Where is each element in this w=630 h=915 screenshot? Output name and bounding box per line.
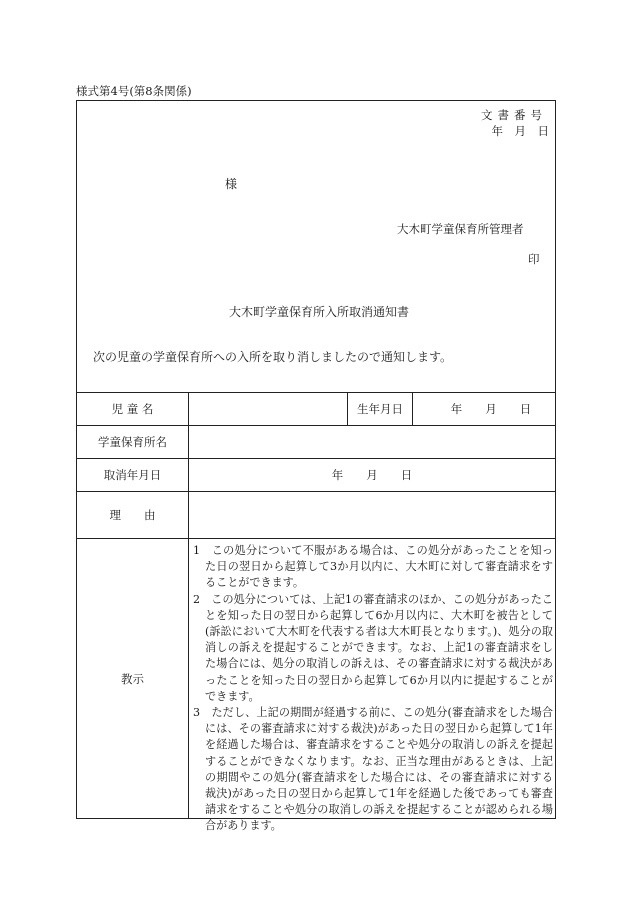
birth-label-divider bbox=[412, 392, 413, 425]
seal-mark: 印 bbox=[528, 252, 540, 266]
reason-field[interactable] bbox=[189, 492, 555, 538]
birth-date-value[interactable]: 年 月 日 bbox=[450, 402, 532, 416]
notice-item: 1 この処分について不服がある場合は、この処分があったことを知った日の翌日から起算して3か月以内に、大木町に対して審査請求をすることができます。 bbox=[193, 544, 553, 590]
reason-label: 理 由 bbox=[109, 508, 156, 522]
child-name-field[interactable] bbox=[189, 393, 347, 425]
form-number-label: 様式第4号(第8条関係) bbox=[76, 84, 192, 98]
birth-date-label: 生年月日 bbox=[357, 402, 403, 416]
facility-name-field[interactable] bbox=[189, 426, 555, 458]
notice-item: 2 この処分については、上記1の審査請求のほか、この処分があったことを知った日の翌日から起算して6か月以内に、大木町を被告として(訴訟において大木町を代表する者は大木町長となります。)、処分の取消しの訴えを提起することができます。なお、上記1の審査請求をした場合には、処分の取消しの訴えは、その審査請求に対する裁決があったことを知った日の翌日から起算して6か月以内に提起することができます。 bbox=[193, 592, 553, 703]
cancel-date-label: 取消年月日 bbox=[103, 468, 162, 482]
notice-label: 教示 bbox=[121, 671, 144, 686]
notice-item: 3 ただし、上記の期間が経過する前に、この処分(審査請求をした場合には、その審査請求に対する裁決)があった日の翌日から起算して1年を経過した場合は、審査請求をすることや処分の取消しの訴えを提起することができなくなります。なお、正当な理由があるときは、上記の期間やこの処分(審査請求をした場合には、その審査請求に対する裁決)があった日の翌日から起算して1年を経過した後であっても審査請求をすることや処分の取消しの訴えを提起することが認められる場合があります。 bbox=[193, 706, 553, 833]
facility-name-label: 学童保育所名 bbox=[98, 435, 167, 449]
child-name-label: 児 童 名 bbox=[111, 402, 154, 416]
sender-name: 大木町学童保育所管理者 bbox=[397, 222, 524, 236]
form-frame bbox=[76, 100, 556, 833]
notification-text: 次の児童の学童保育所への入所を取り消しましたので通知します。 bbox=[93, 350, 453, 364]
document-number-label: 文書番号 bbox=[481, 108, 547, 122]
cancel-date-value[interactable]: 年 月 日 bbox=[331, 468, 413, 482]
addressee-suffix: 様 bbox=[225, 177, 238, 191]
issue-date-label: 年 月 日 bbox=[491, 124, 549, 138]
document-title: 大木町学童保育所入所取消通知書 bbox=[229, 305, 410, 319]
notice-text bbox=[193, 543, 553, 835]
